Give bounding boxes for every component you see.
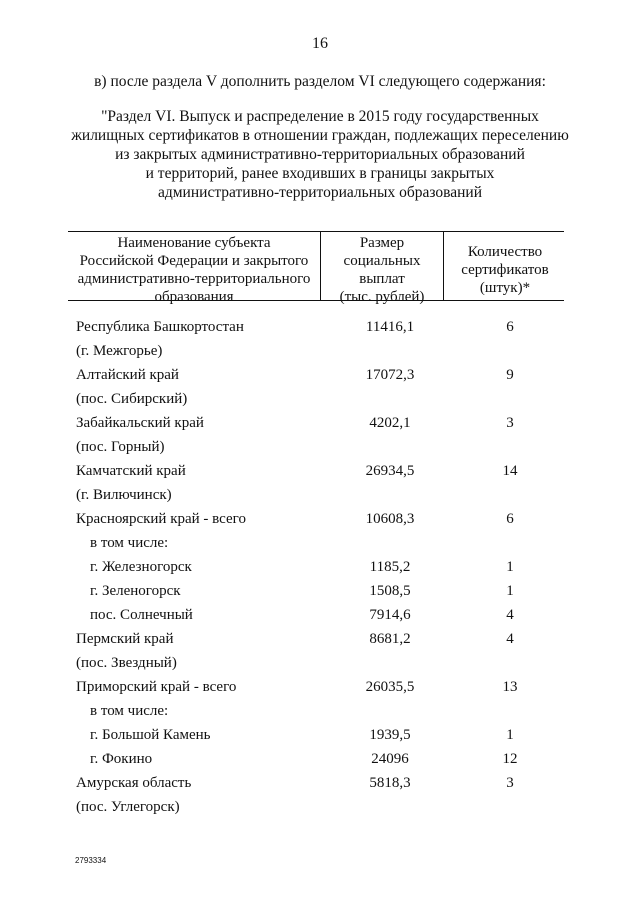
payment-value: 17072,3 [365,367,415,383]
payment-value: 4202,1 [369,415,411,431]
table-row [0,703,640,727]
certificate-count: 13 [502,679,518,695]
payment-value: 7914,6 [369,607,411,623]
header-payment-line: выплат [359,271,405,287]
payment-value: 11416,1 [365,319,415,335]
table-row [0,487,640,511]
subject-name: в том числе: [90,535,169,551]
table-row [0,367,640,391]
column-divider [443,232,444,300]
header-count-line: (штук)* [479,280,531,296]
page-number: 16 [312,35,328,52]
header-payment-line: Размер [359,235,405,251]
subject-name: Камчатский край [76,463,186,479]
certificate-count: 9 [506,367,514,383]
subject-name: г. Железногорск [90,559,192,575]
table-row [0,727,640,751]
certificate-count: 3 [506,775,514,791]
subject-name: г. Большой Камень [90,727,211,743]
table-row [0,631,640,655]
certificate-count: 6 [506,511,514,527]
subject-name: г. Фокино [90,751,153,767]
heading-line: "Раздел VI. Выпуск и распределение в 2015 году государственных [101,108,539,125]
subject-name: пос. Солнечный [90,607,193,623]
table-row [0,343,640,367]
heading-line: административно-территориальных образований [157,184,483,201]
header-count [445,243,565,297]
header-count-line: Количество [467,244,543,260]
heading-line: жилищных сертификатов в отношении граждан, подлежащих переселению [71,127,569,144]
header-name-line: образования [154,289,234,305]
table-row [0,391,640,415]
table-row [0,583,640,607]
subject-name: (пос. Сибирский) [76,391,188,407]
table-row [0,655,640,679]
subject-name: Пермский край [76,631,174,647]
table-row [0,607,640,631]
subject-name: (г. Межгорье) [76,343,163,359]
subject-name: Республика Башкортостан [76,319,244,335]
document-code: 2793334 [75,856,107,865]
table-row [0,535,640,559]
table-row [0,775,640,799]
subject-name: Алтайский край [76,367,179,383]
certificate-count: 1 [506,727,514,743]
table-row [0,439,640,463]
subject-name: (пос. Горный) [76,439,165,455]
subject-name: Приморский край - всего [76,679,237,695]
payment-value: 1185,2 [369,559,411,575]
certificate-count: 1 [506,559,514,575]
heading-line: из закрытых административно-территориальных образований [115,146,525,163]
heading-line: и территорий, ранее входивших в границы закрытых [145,165,495,182]
certificate-count: 1 [506,583,514,599]
header-name [70,234,318,306]
payment-value: 10608,3 [365,511,415,527]
table-row [0,319,640,343]
subject-name: в том числе: [90,703,169,719]
payment-value: 26934,5 [365,463,415,479]
certificate-count: 4 [506,631,514,647]
header-name-line: Российской Федерации и закрытого [79,253,309,269]
subject-name: г. Зеленогорск [90,583,181,599]
subject-name: (пос. Звездный) [76,655,177,671]
column-divider [320,232,321,300]
header-name-line: административно-территориального [77,271,311,287]
payment-value: 1508,5 [369,583,411,599]
payment-value: 1939,5 [369,727,411,743]
table-row [0,799,640,823]
subject-name: Амурская область [76,775,192,791]
subject-name: Забайкальский край [76,415,204,431]
table-top-rule [68,231,564,232]
header-name-line: Наименование субъекта [117,235,271,251]
table-row [0,415,640,439]
section-heading [60,107,580,202]
certificate-count: 6 [506,319,514,335]
subject-name: Красноярский край - всего [76,511,246,527]
header-payment [322,234,442,306]
table-row [0,511,640,535]
table-row [0,751,640,775]
certificate-count: 3 [506,415,514,431]
payment-value: 5818,3 [369,775,411,791]
payment-value: 8681,2 [369,631,411,647]
certificate-count: 12 [502,751,518,767]
subject-name: (пос. Углегорск) [76,799,180,815]
header-count-line: сертификатов [461,262,549,278]
header-payment-line: (тыс. рублей) [339,289,425,305]
payment-value: 26035,5 [365,679,415,695]
certificate-count: 4 [506,607,514,623]
subject-name: (г. Вилючинск) [76,487,172,503]
table-row [0,559,640,583]
certificate-count: 14 [502,463,518,479]
payment-value: 24096 [371,751,409,767]
table-row [0,679,640,703]
header-payment-line: социальных [343,253,421,269]
intro-text: в) после раздела V дополнить разделом VI следующего содержания: [94,73,546,90]
table-row [0,463,640,487]
